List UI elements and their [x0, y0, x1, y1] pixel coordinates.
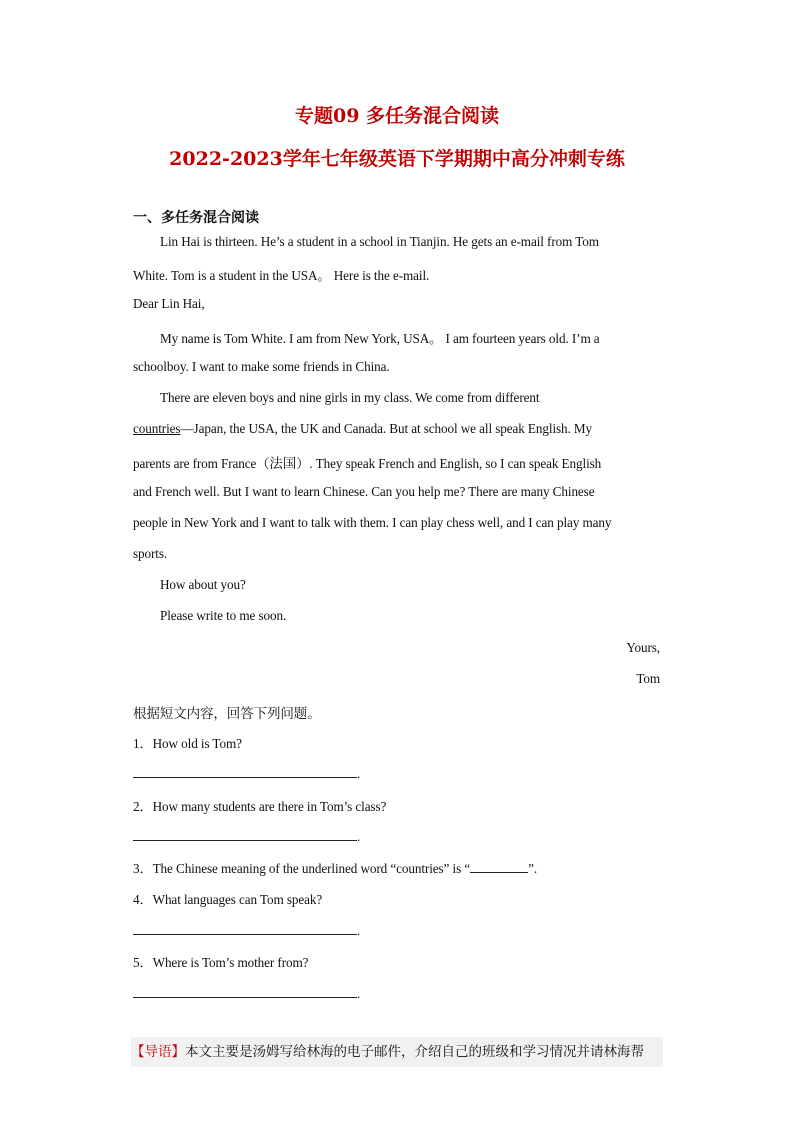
passage-line	[133, 421, 592, 437]
passage-line: Please write to me soon.	[160, 608, 287, 623]
question-text: Where is Tom’s mother from?	[152, 955, 309, 970]
question-text: How old is Tom?	[152, 736, 242, 751]
underlined-word: countries	[133, 421, 181, 436]
question-text: How many students are there in Tom’s class?	[152, 799, 387, 814]
question-text: The Chinese meaning of the underlined word “countries” is “	[152, 861, 471, 876]
passage-text: —Japan, the USA, the UK and Canada. But at school we all speak English. My	[180, 421, 593, 436]
answer-line-4[interactable]	[133, 934, 357, 935]
passage-line: people in New York and I want to talk with them. I can play chess well, and I can play many	[133, 515, 612, 530]
letter-signature: Tom	[636, 671, 660, 686]
section-heading: 一、多任务混合阅读	[133, 210, 259, 226]
period: .	[357, 766, 361, 781]
question-number: 3．	[133, 861, 153, 876]
passage-line: and French well. But I want to learn Chinese. Can you help me? There are many Chinese	[133, 484, 595, 499]
question-text-end: ”.	[528, 861, 538, 876]
passage-line: How about you?	[160, 577, 246, 592]
passage-line: My name is Tom White. I am from New York, USA。 I am fourteen years old. I’m a	[160, 331, 600, 346]
period: .	[357, 829, 361, 844]
guide-note	[131, 1037, 663, 1067]
period: .	[357, 923, 361, 938]
question-number: 5．	[133, 955, 153, 970]
passage-line: Lin Hai is thirteen. He’s a student in a school in Tianjin. He gets an e-mail from Tom	[160, 234, 599, 249]
answer-line-2[interactable]	[133, 840, 357, 841]
question-number: 1．	[133, 736, 153, 751]
letter-closing: Yours,	[626, 640, 660, 655]
answer-line-1[interactable]	[133, 777, 357, 778]
guide-text: 本文主要是汤姆写给林海的电子邮件，介绍自己的班级和学习情况并请林海帮	[185, 1044, 644, 1060]
passage-line: White. Tom is a student in the USA。 Here is the e-mail.	[133, 268, 430, 283]
passage-text: ）. They speak French and English, so I can speak English	[296, 456, 602, 471]
answer-line-5[interactable]	[133, 997, 357, 998]
chinese-gloss: 法国	[269, 456, 297, 472]
question-number: 4．	[133, 892, 153, 907]
passage-line	[133, 452, 601, 472]
question-3	[133, 858, 537, 877]
fill-in-blank[interactable]	[470, 860, 528, 873]
passage-line: schoolboy. I want to make some friends in China.	[133, 359, 390, 374]
passage-text: parents are from France（	[133, 456, 270, 471]
document-title: 专题09 多任务混合阅读	[294, 105, 500, 127]
question-text: What languages can Tom speak?	[152, 892, 323, 907]
question-4	[133, 889, 322, 908]
instructions: 根据短文内容，回答下列问题。	[133, 706, 321, 722]
document-subtitle: 2022-2023学年七年级英语下学期期中高分冲刺专练	[169, 148, 625, 170]
passage-line: There are eleven boys and nine girls in my class. We come from different	[160, 390, 540, 405]
question-number: 2．	[133, 799, 153, 814]
guide-tag: 【导语】	[131, 1044, 185, 1060]
question-1	[133, 733, 242, 752]
period: .	[357, 986, 361, 1001]
question-5	[133, 952, 308, 971]
passage-line: sports.	[133, 546, 168, 561]
letter-greeting: Dear Lin Hai,	[133, 296, 205, 311]
question-2	[133, 796, 386, 815]
